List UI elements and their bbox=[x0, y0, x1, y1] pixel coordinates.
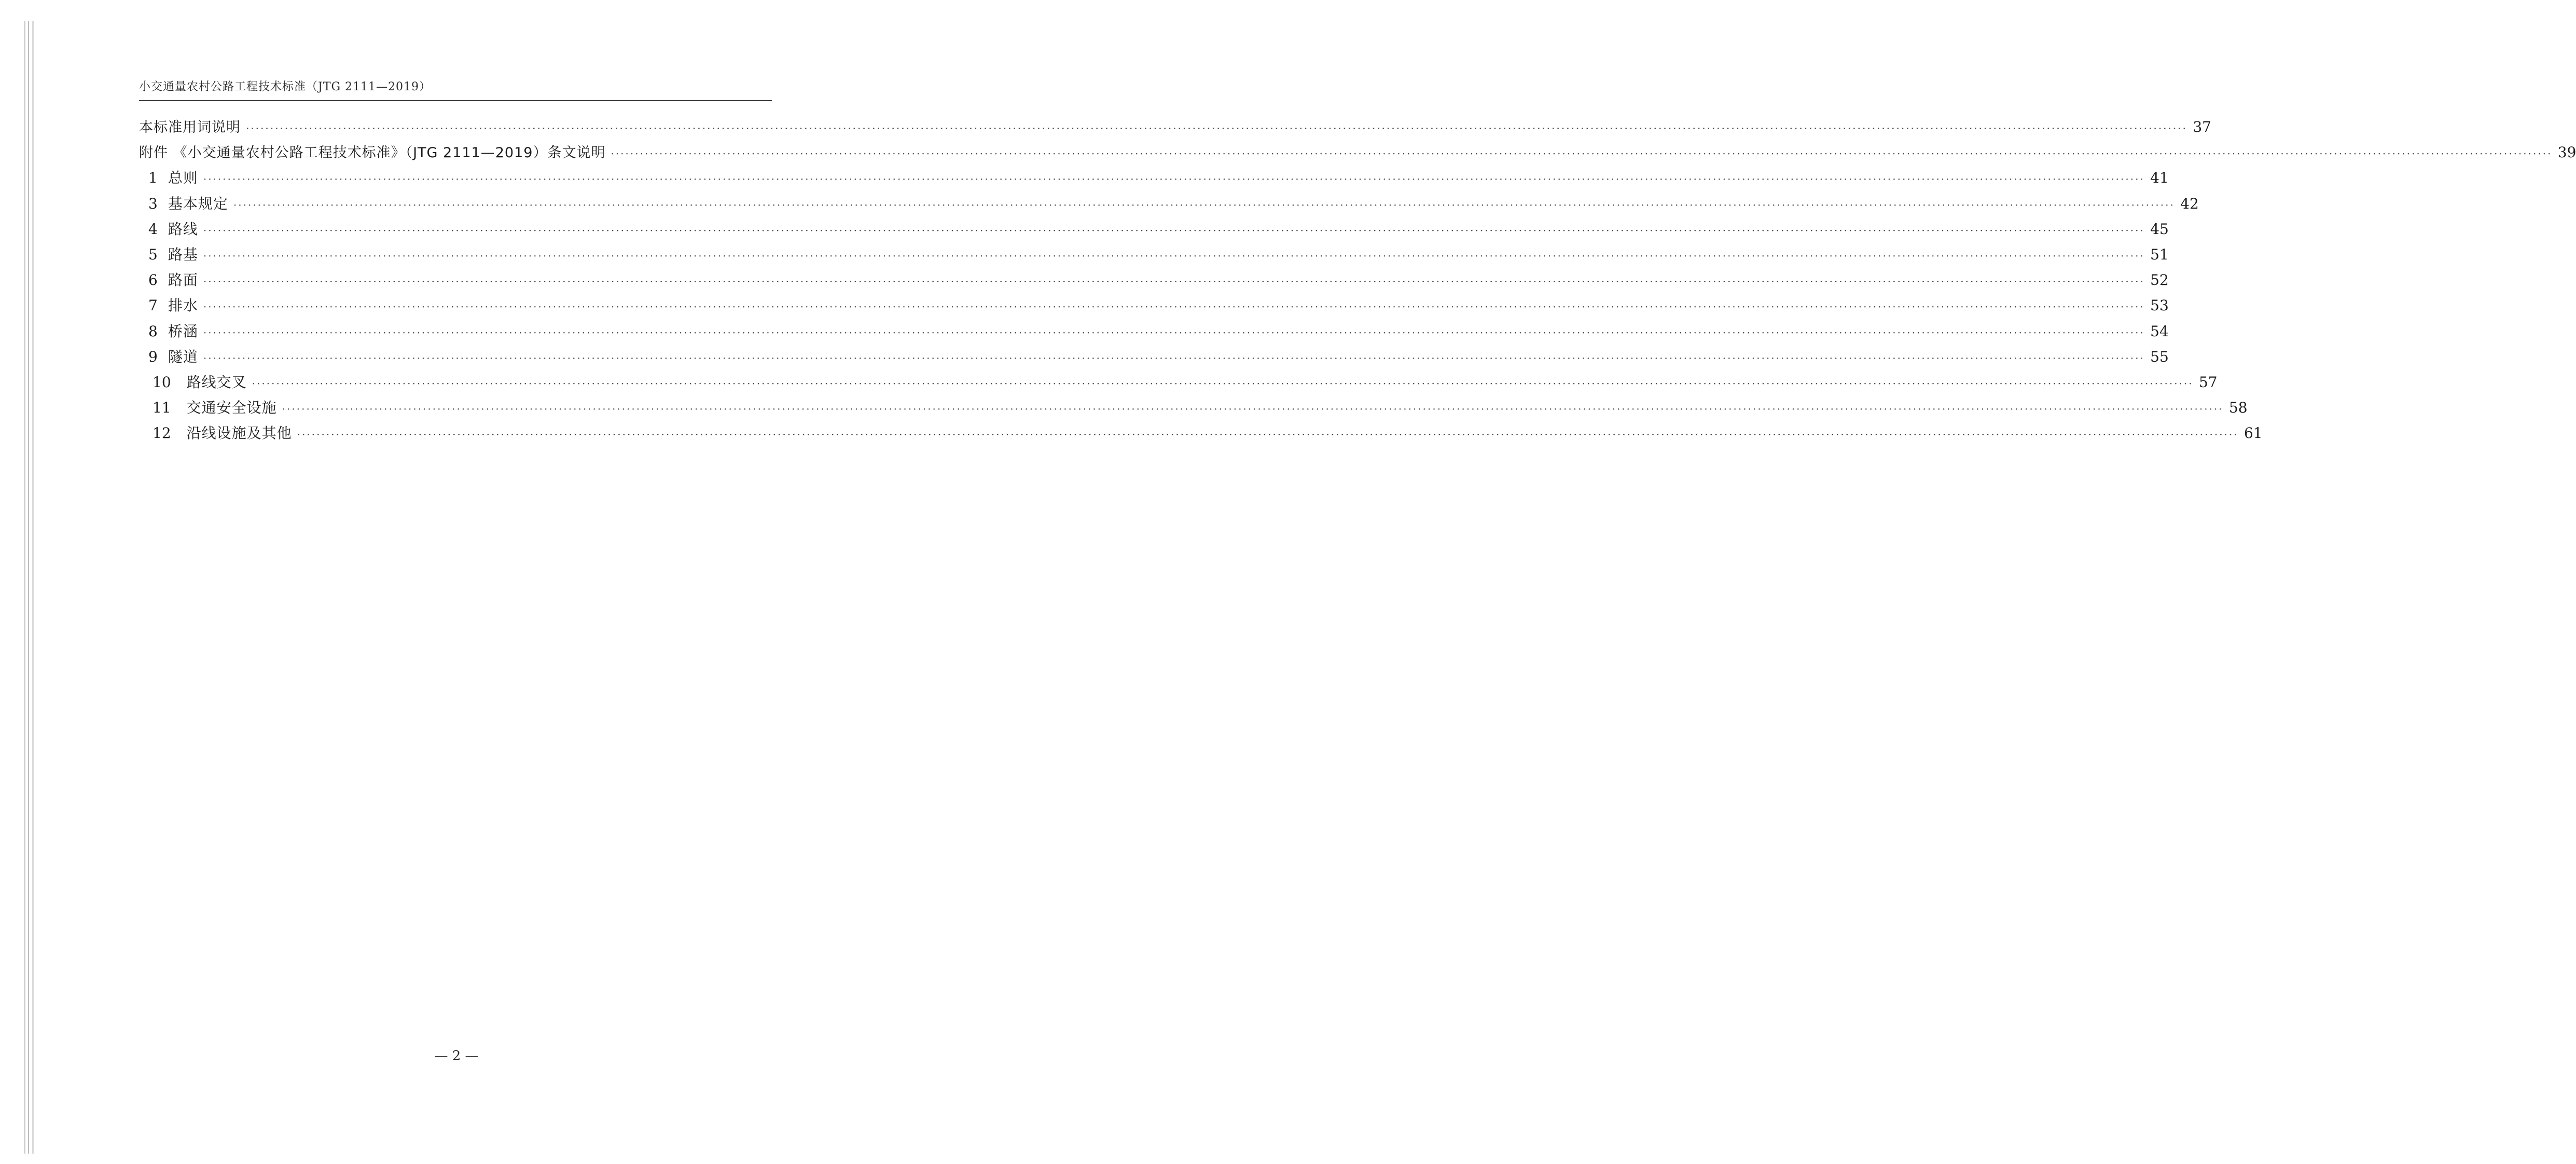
toc-entry-number: 3 bbox=[148, 195, 158, 212]
toc-entry-number: 4 bbox=[148, 220, 158, 238]
toc-leader-dots: ················································································································································································································································································································································································································ bbox=[203, 224, 2145, 237]
toc-entry-page: 39 bbox=[2557, 144, 2576, 161]
running-header: 小交通量农村公路工程技术标准（JTG 2111—2019） bbox=[139, 80, 432, 93]
toc-entry-number: 12 bbox=[153, 424, 171, 442]
toc-entry-title: 附件 《小交通量农村公路工程技术标准》（JTG 2111—2019）条文说明 bbox=[139, 145, 606, 161]
toc-entry-title: 路面 bbox=[168, 271, 198, 289]
toc-leader-dots: ················································································································································································································································································································································································································ bbox=[233, 198, 2175, 211]
toc-entry-number: 11 bbox=[153, 399, 171, 417]
toc-leader-dots: ················································································································································································································································································································································································································ bbox=[246, 122, 2187, 134]
toc-entry-number: 6 bbox=[148, 271, 158, 289]
toc-leader-dots: ················································································································································································································································································································································································································ bbox=[203, 173, 2145, 186]
toc-entry-page: 42 bbox=[2180, 195, 2199, 212]
toc-entry-title: 本标准用词说明 bbox=[139, 119, 241, 135]
toc-leader-dots: ················································································································································································································································································································································································································ bbox=[203, 300, 2145, 313]
toc-entry-page: 51 bbox=[2150, 245, 2169, 263]
toc-entry-title: 桥涵 bbox=[168, 322, 198, 340]
toc-entry[interactable] bbox=[139, 216, 2169, 242]
page-number: — 2 — bbox=[434, 1048, 479, 1064]
toc-entry-page: 61 bbox=[2243, 424, 2263, 442]
toc-entry[interactable] bbox=[139, 395, 2248, 420]
toc-entry-page: 58 bbox=[2228, 399, 2248, 417]
toc-leader-dots: ················································································································································································································································································································································································································ bbox=[203, 326, 2145, 339]
toc-entry[interactable] bbox=[139, 369, 2218, 395]
binding-line bbox=[28, 21, 29, 1154]
toc-entry[interactable] bbox=[139, 242, 2169, 267]
toc-entry[interactable] bbox=[139, 267, 2169, 293]
toc-leader-dots: ················································································································································································································································································································································································································ bbox=[611, 147, 2553, 160]
toc-entry-number: 10 bbox=[153, 373, 171, 391]
toc-entry[interactable] bbox=[139, 293, 2169, 318]
toc-entry-title: 隧道 bbox=[168, 348, 198, 365]
toc-entry-number: 9 bbox=[148, 348, 158, 365]
toc-entry-number: 7 bbox=[148, 297, 158, 314]
toc-entry-page: 52 bbox=[2150, 271, 2169, 289]
toc-entry-title: 路线 bbox=[168, 220, 198, 238]
toc-leader-dots: ················································································································································································································································································································································································································ bbox=[203, 351, 2145, 364]
binding-line bbox=[32, 21, 34, 1154]
toc-entry-title: 排水 bbox=[168, 297, 198, 314]
toc-entry[interactable] bbox=[139, 114, 2211, 140]
toc-entry-page: 37 bbox=[2193, 118, 2211, 135]
toc-entry-page: 57 bbox=[2198, 373, 2218, 391]
toc-entry[interactable] bbox=[139, 191, 2199, 216]
toc-entry[interactable] bbox=[139, 344, 2169, 369]
toc-leader-dots: ················································································································································································································································································································································································································ bbox=[252, 377, 2194, 390]
toc-leader-dots: ················································································································································································································································································································································································································ bbox=[297, 428, 2239, 441]
header-rule bbox=[139, 100, 772, 101]
toc-entry[interactable] bbox=[139, 420, 2263, 446]
toc-leader-dots: ················································································································································································································································································································································································································ bbox=[282, 403, 2224, 416]
toc-entry-number: 1 bbox=[148, 169, 158, 187]
toc-entry-page: 54 bbox=[2150, 322, 2169, 340]
toc-entry-title: 交通安全设施 bbox=[186, 399, 277, 417]
toc-leader-dots: ················································································································································································································································································································································································································ bbox=[203, 249, 2145, 262]
toc-leader-dots: ················································································································································································································································································································································································································ bbox=[203, 275, 2145, 288]
toc-entry[interactable] bbox=[139, 319, 2169, 344]
toc-entry-title: 路线交叉 bbox=[186, 373, 247, 391]
toc-entry[interactable] bbox=[139, 140, 2576, 165]
toc-entry-title: 总则 bbox=[168, 169, 198, 187]
toc-entry-title: 基本规定 bbox=[168, 195, 228, 212]
toc-entry-title: 路基 bbox=[168, 245, 198, 263]
toc-entry-number: 5 bbox=[148, 245, 158, 263]
toc-entry-number: 8 bbox=[148, 322, 158, 340]
toc-entry-title: 沿线设施及其他 bbox=[186, 424, 292, 442]
binding-edge bbox=[21, 0, 41, 1164]
binding-line bbox=[24, 21, 25, 1154]
toc-entry-page: 41 bbox=[2150, 169, 2169, 187]
toc-entry-page: 55 bbox=[2150, 348, 2169, 365]
table-of-contents bbox=[139, 114, 2576, 446]
toc-entry-page: 45 bbox=[2150, 220, 2169, 238]
toc-entry-page: 53 bbox=[2150, 297, 2169, 314]
toc-entry[interactable] bbox=[139, 165, 2169, 190]
